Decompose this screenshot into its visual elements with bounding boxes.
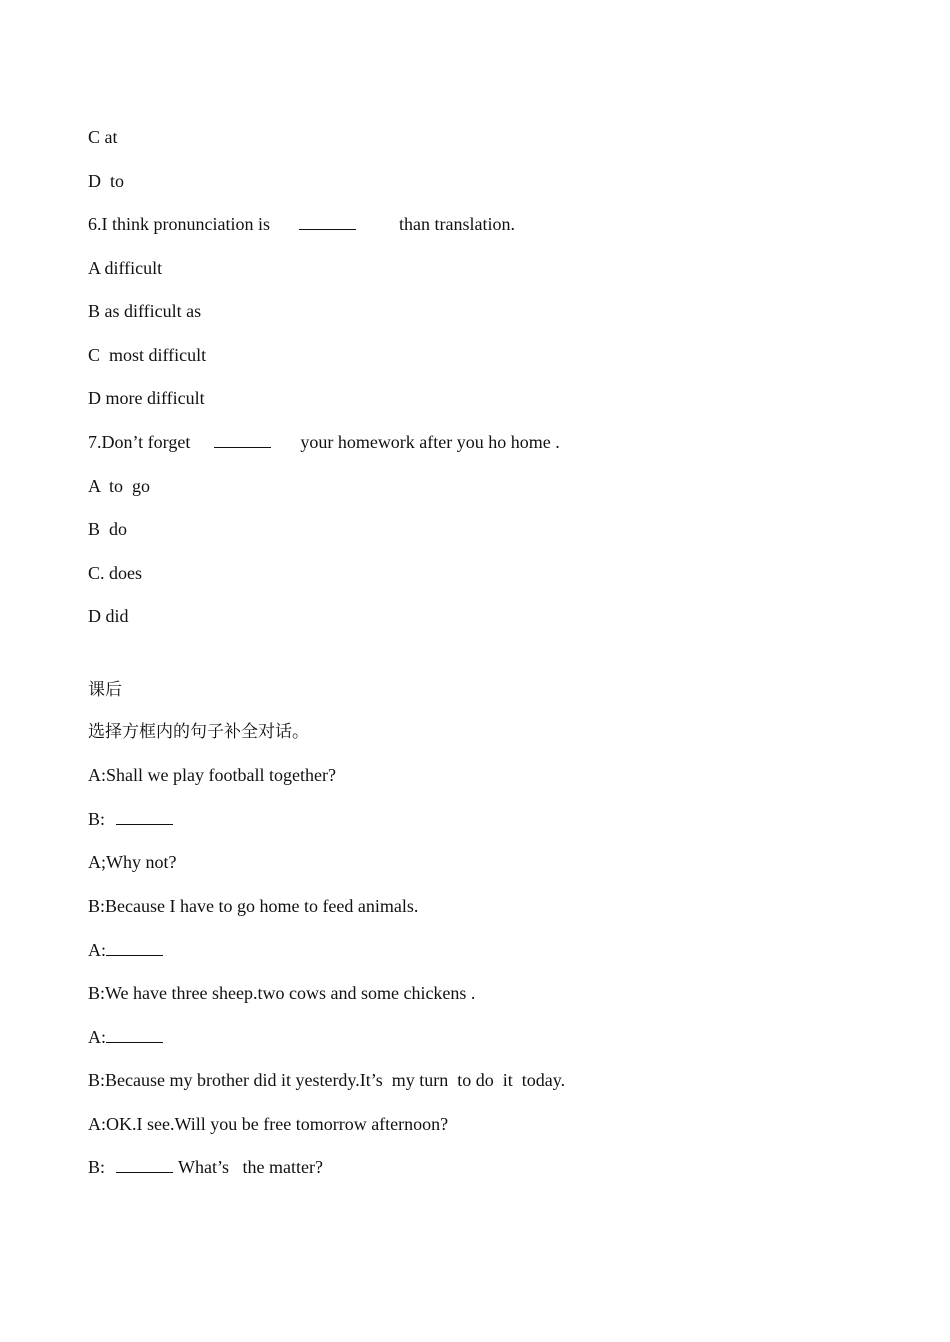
dialogue-speaker: A: bbox=[88, 1027, 106, 1047]
section-instruction: 选择方框内的句子补全对话。 bbox=[88, 722, 309, 742]
q7-stem-after: your homework after you ho home . bbox=[300, 432, 560, 452]
q7-option-c: C. does bbox=[88, 563, 142, 583]
q6-answer-blank bbox=[299, 213, 356, 230]
dialogue-line-10 bbox=[88, 1156, 323, 1178]
dialogue-line-7 bbox=[88, 1026, 163, 1048]
dialogue-speaker: A: bbox=[88, 940, 106, 960]
dialogue-blank-1 bbox=[116, 808, 173, 825]
q7-answer-blank bbox=[214, 431, 271, 448]
dialogue-blank-2 bbox=[106, 939, 163, 956]
section-heading: 课后 bbox=[88, 680, 122, 700]
q5-option-c: C at bbox=[88, 127, 118, 147]
q5-option-d: D to bbox=[88, 171, 124, 191]
q6-stem bbox=[88, 213, 515, 235]
dialogue-line-9: A:OK.I see.Will you be free tomorrow afternoon? bbox=[88, 1114, 449, 1134]
dialogue-line-6: B:We have three sheep.two cows and some chickens . bbox=[88, 983, 476, 1003]
dialogue-speaker: B: bbox=[88, 1157, 106, 1177]
dialogue-line-2 bbox=[88, 808, 173, 830]
dialogue-blank-4 bbox=[116, 1156, 173, 1173]
dialogue-line-3: A;Why not? bbox=[88, 852, 177, 872]
q7-option-d: D did bbox=[88, 606, 129, 626]
dialogue-line-1: A:Shall we play football together? bbox=[88, 765, 336, 785]
q6-option-c: C most difficult bbox=[88, 345, 207, 365]
q7-option-b: B do bbox=[88, 519, 128, 539]
dialogue-line-8: B:Because my brother did it yesterdy.It’s my turn to do it today. bbox=[88, 1070, 566, 1090]
q6-stem-before: 6.I think pronunciation is bbox=[88, 214, 270, 234]
dialogue-blank-3 bbox=[106, 1026, 163, 1043]
q7-stem-before: 7.Don’t forget bbox=[88, 432, 191, 452]
dialogue-line-10-text: What’s the matter? bbox=[178, 1157, 323, 1177]
q6-option-b: B as difficult as bbox=[88, 301, 202, 321]
q6-stem-after: than translation. bbox=[398, 214, 515, 234]
q6-option-d: D more difficult bbox=[88, 388, 205, 408]
dialogue-line-4: B:Because I have to go home to feed animals. bbox=[88, 896, 419, 916]
dialogue-line-5 bbox=[88, 939, 163, 961]
q7-option-a: A to go bbox=[88, 476, 151, 496]
q6-option-a: A difficult bbox=[88, 258, 163, 278]
q7-stem bbox=[88, 431, 560, 453]
dialogue-speaker: B: bbox=[88, 809, 106, 829]
